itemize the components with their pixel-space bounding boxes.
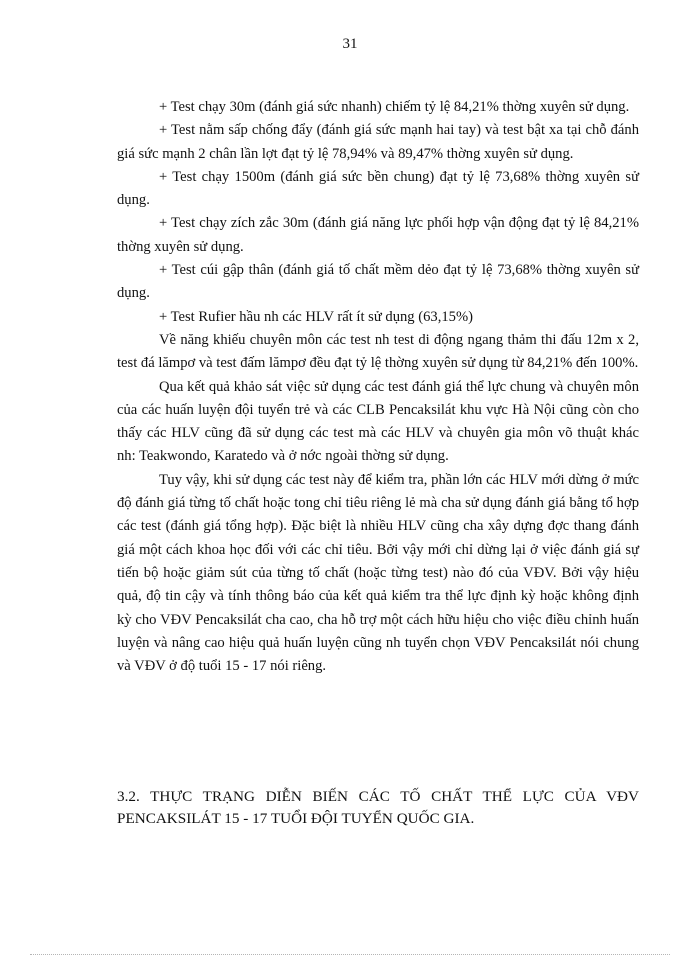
body-text — [117, 96, 639, 678]
paragraph-specialty-tests: Về năng khiếu chuyên môn các test nh test di động ngang thảm thi đấu 12m x 2, test đá lămpơ và test đấm lămpơ đều đạt tỷ lệ thờng xuyên sử dụng từ 84,21% đến 100%. — [117, 331, 639, 372]
footer-divider — [30, 954, 670, 955]
page-number: 31 — [342, 36, 358, 52]
paragraph-test-rufier: + Test Rufier hầu nh các HLV rất ít sử dụng (63,15%) — [159, 308, 473, 325]
section-heading: 3.2. THỰC TRẠNG DIỄN BIẾN CÁC TỐ CHẤT THỂ LỰC CỦA VĐV PENCAKSILÁT 15 - 17 TUỔI ĐỘI TUYỂN QUỐC GIA. — [117, 788, 639, 827]
paragraph-test-30m: + Test chạy 30m (đánh giá sức nhanh) chiếm tỷ lệ 84,21% thờng xuyên sử dụng. — [159, 99, 630, 115]
paragraph-limitations: Tuy vậy, khi sử dụng các test này để kiểm tra, phần lớn các HLV mới dừng ở mức độ đánh giá từng tố chất hoặc tong chỉ tiêu riêng lẻ mà cha sử dụng đánh giá bằng tổ hợp các test (đánh giá tổng hợp). Đặc biệt là nhiều HLV cũng cha xây dựng đợc thang đánh giá một cách khoa học đối với các chỉ tiêu. Bởi vậy mới chỉ dừng lại ở việc đánh giá sự tiến bộ hoặc giảm sút của từng tố chất (hoặc từng test) nào đó của VĐV. Bởi vậy hiệu quả, độ tin cậy và tính thông báo của kết quả kiểm tra thể lực định kỳ hoặc không định kỳ cho VĐV Pencaksilát cha cao, cha hỗ trợ một cách hữu hiệu cho việc điều chỉnh huấn luyện và nâng cao hiệu quả huấn luyện cũng nh tuyển chọn VĐV Pencaksilát nói chung và VĐV ở độ tuổi 15 - 17 nói riêng. — [117, 471, 639, 675]
paragraph-survey-results: Qua kết quả khảo sát việc sử dụng các test đánh giá thể lực chung và chuyên môn của các huấn luyện đội tuyển trẻ và các CLB Pencaksilát khu vực Hà Nội cũng còn cho thấy các HLV cũng đã sử dụng các test mà các HLV và chuyên gia môn võ thuật khác nh: Teakwondo, Karatedo và ở nớc ngoài thờng sử dụng. — [117, 378, 639, 465]
paragraph-test-push-up: + Test nằm sấp chống đẩy (đánh giá sức mạnh hai tay) và test bật xa tại chỗ đánh giá sức mạnh 2 chân lần lợt đạt tỷ lệ 78,94% và 89,47% thờng xuyên sử dụng. — [117, 122, 639, 162]
paragraph-test-1500m: + Test chạy 1500m (đánh giá sức bền chung) đạt tỷ lệ 73,68% thờng xuyên sử dụng. — [117, 168, 639, 209]
paragraph-test-bend: + Test cúi gập thân (đánh giá tố chất mềm dẻo đạt tỷ lệ 73,68% thờng xuyên sử dụng. — [117, 262, 639, 302]
paragraph-test-zigzag: + Test chạy zích zắc 30m (đánh giá năng lực phối hợp vận động đạt tỷ lệ 84,21% thờng xuyên sử dụng. — [117, 215, 639, 255]
